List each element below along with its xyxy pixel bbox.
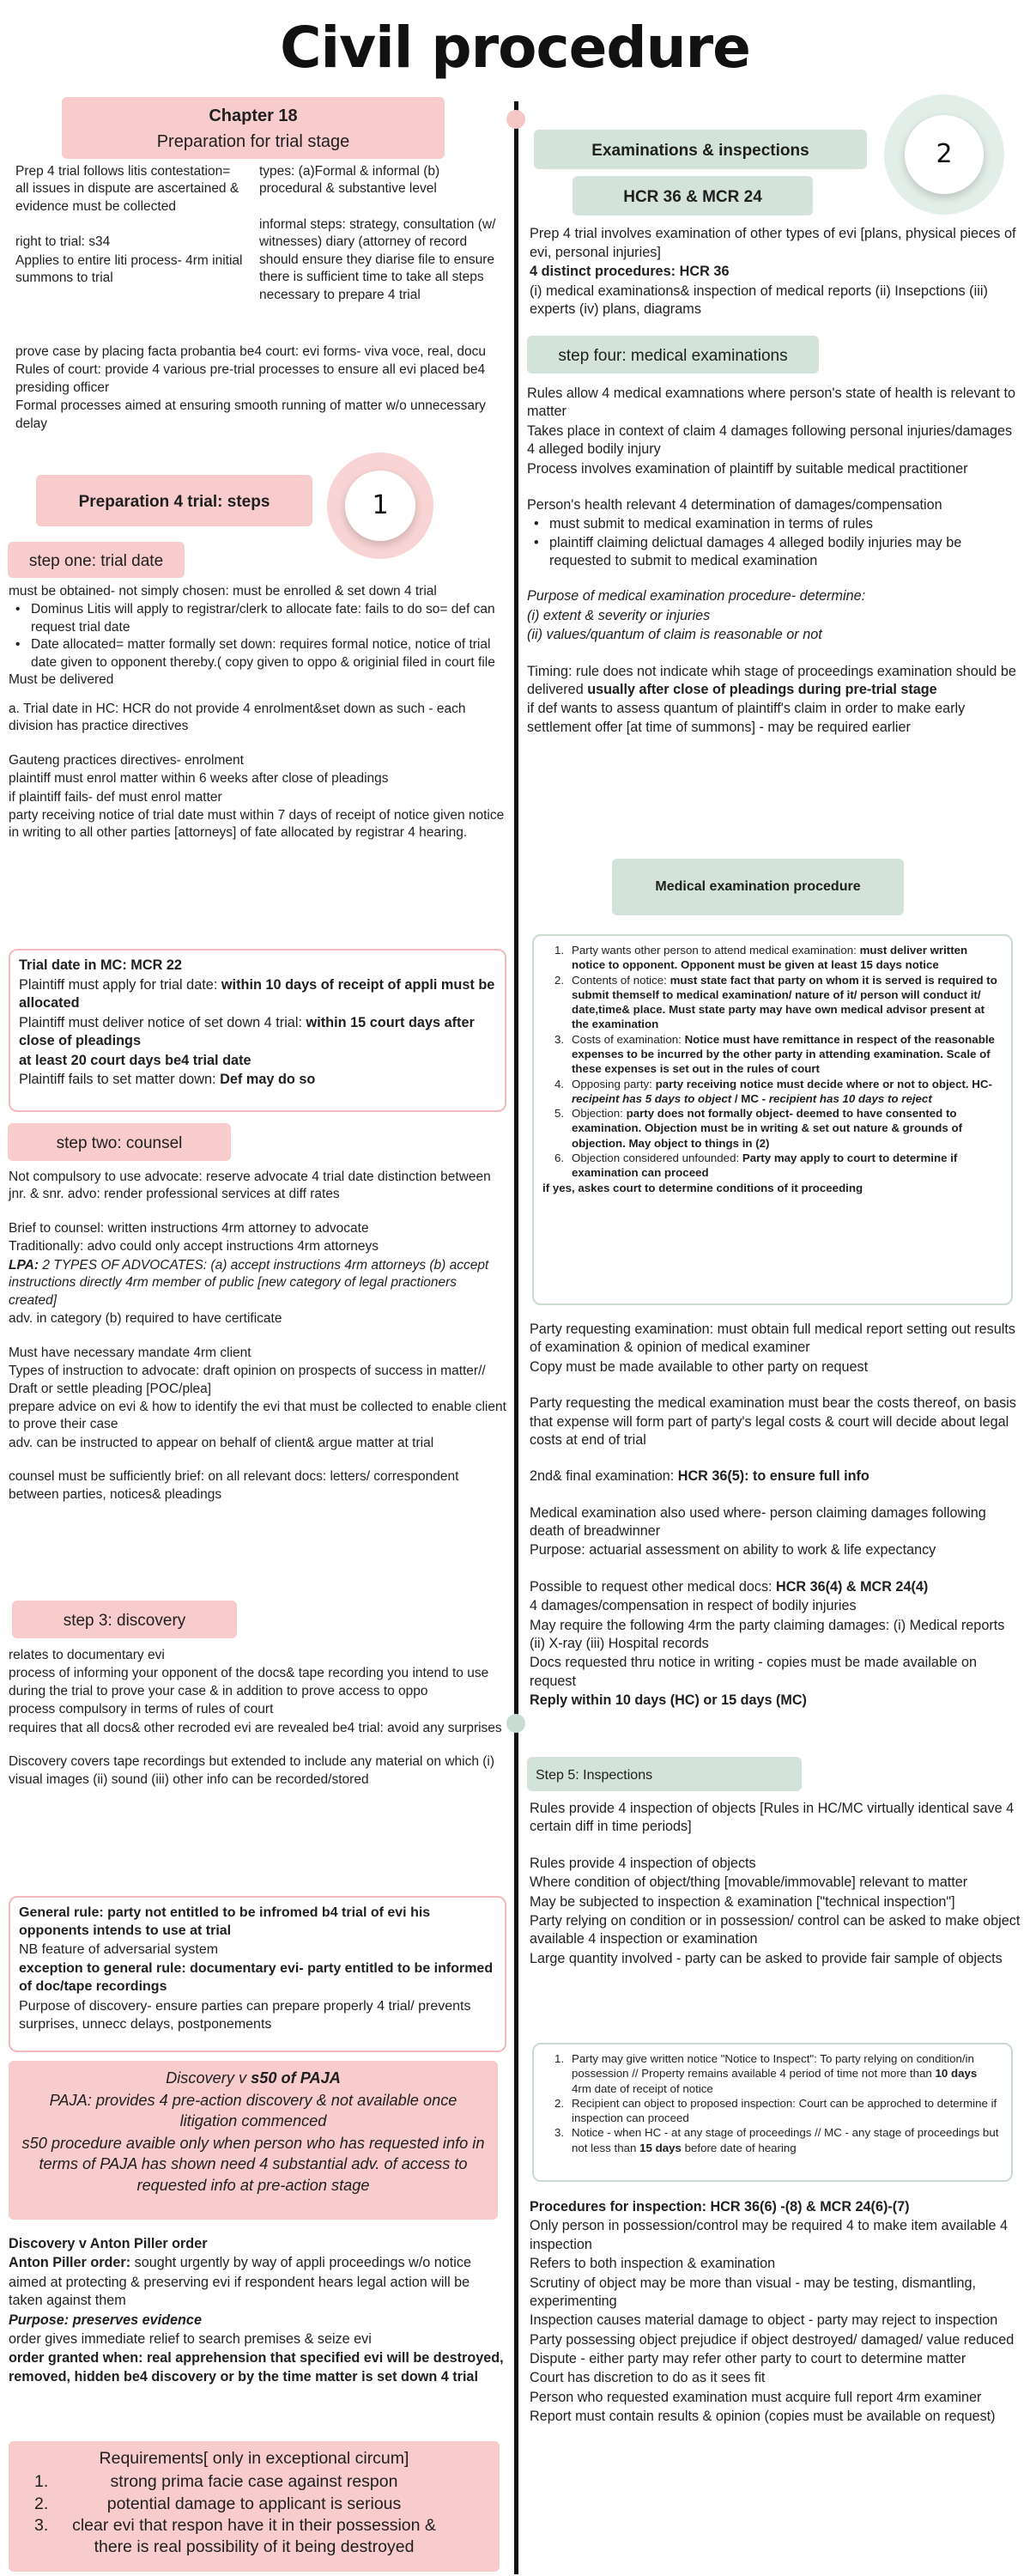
- general-line: General rule: party not entitled to be infromed b4 trial of evi his opponents intends to use at trial: [19, 1905, 431, 1939]
- intro-text: types: (a)Formal & informal (b) procedural & substantive level: [259, 164, 440, 197]
- step2-line: prepare advice on evi & how to identify the evi that must be collected to enable client to prove their case: [9, 1399, 506, 1432]
- mc-line: at least 20 court days be4 trial date: [19, 1052, 251, 1068]
- mc-line: Plaintiff fails to set matter down: Def may do so: [19, 1072, 316, 1087]
- procedure-footer: if yes, askes court to determine conditions of it proceeding: [542, 1181, 863, 1194]
- proc-insp-line: Report must contain results & opinion (copies must be available on request): [530, 2409, 996, 2425]
- proc-insp-line: Party possessing object prejudice if object destroyed/ damaged/ value reduced: [530, 2331, 1015, 2348]
- step2-content: [9, 1169, 506, 1504]
- paja-line: s50 procedure avaible only when person who has requested info in terms of PAJA has shown need 4 substantial adv. of access to requested info at pre-action stage: [21, 2134, 485, 2194]
- step1-hc: a. Trial date in HC: HCR do not provide 4 enrolment&set down as such - each division has practice directives: [9, 701, 466, 734]
- step2-label: step two: counsel: [8, 1123, 231, 1161]
- requirements-box: [9, 2441, 500, 2572]
- step2-p1: Not compulsory to use advocate: reserve advocate 4 trial date distinction between jnr. & snr. advo: render professional services at diff rates: [9, 1170, 491, 1202]
- insp-line: Rules provide 4 inspection of objects [Rules in HC/MC virtually identical save 4 certain diff in time periods]: [530, 1801, 1015, 1835]
- step2-line: Types of instruction to advocate: draft opinion on prospects of success in matter// Draft or settle pleading [POC/plea]: [9, 1364, 486, 1396]
- procedure-item: 6. Objection considered unfounded: Party may apply to court to determine if examination can proceed: [554, 1151, 958, 1180]
- step1-label: step one: trial date: [8, 542, 185, 578]
- step2-line: Must have necessary mandate 4rm client: [9, 1345, 251, 1360]
- purpose-line: (ii) values/quantum of claim is reasonable or not: [527, 627, 822, 643]
- inspection-box: [532, 2043, 1013, 2182]
- rule-heading: HCR 36 & MCR 24: [573, 176, 813, 216]
- gauteng-line: Gauteng practices directives- enrolment: [9, 752, 244, 768]
- bullet-item: • Date allocated= matter formally set down: requires formal notice, notice of trial date given to opponent thereby.( copy given to oppo & originial filed in court file: [9, 636, 505, 671]
- procedure-item: 5. Objection: party does not formally object- deemed to have consented to examination. Objection must be in writing & set out nature & grounds of objection. May object to things in (2): [554, 1107, 963, 1150]
- exam-badge: [884, 94, 1004, 215]
- chapter-box: [62, 97, 445, 159]
- step3-line: process of informing your opponent of the docs& tape recording you intend to use during the trial to prove your case & in addition to prove access to oppo: [9, 1666, 489, 1698]
- step2-line: counsel must be sufficiently brief: on all relevant docs: letters/ correspondent between parties, notices& pleadings: [9, 1469, 459, 1502]
- mc-line: Plaintiff must deliver notice of set down 4 trial: within 15 court days after close of pleadings: [19, 1014, 475, 1048]
- procedure-list: [542, 943, 999, 1181]
- badge-number: 1: [345, 471, 415, 541]
- requirements-heading: Requirements[ only in exceptional circum]: [99, 2449, 409, 2468]
- health-intro: Person's health relevant 4 determination of damages/compensation: [527, 496, 942, 513]
- exam-intro-line: 4 distinct procedures: HCR 36: [530, 264, 730, 279]
- intro-text: Applies to entire liti process- 4rm initial summons to trial: [15, 252, 243, 286]
- intro-text: informal steps: strategy, consultation (w/ witnesses) diary (attorney of record should ensure they diarise file to ensure there is sufficient time to take all steps necessary to prepare 4 trial: [259, 216, 496, 302]
- anton-heading: Discovery v Anton Piller order: [9, 2236, 208, 2251]
- inspection-item: 3. Notice - when HC - at any stage of proceedings // MC - any stage of proceedings but not less than 15 days before date of hearing: [554, 2126, 999, 2154]
- intro-text: right to trial: s34: [15, 234, 111, 250]
- step1-content: [9, 583, 505, 843]
- mc-box: [9, 949, 506, 1112]
- intro-column-b: [259, 163, 501, 305]
- procedure-item: 1. Party wants other person to attend medical examination: must deliver written notice to opponent. Opponent must be given at least 15 days notice: [554, 944, 968, 972]
- other-docs-line: May require the following 4rm the party claiming damages: (i) Medical reports (ii) X-ray (iii) Hospital records: [530, 1617, 1005, 1651]
- anton-piller: [9, 2235, 506, 2387]
- intro-text: Prep 4 trial follows litis contestation= all issues in dispute are ascertained & evidence must be collected: [15, 164, 239, 214]
- requirement-item: 2. potential damage to applicant is serious: [34, 2494, 402, 2513]
- other-docs-line: 4 damages/compensation in respect of bodily injuries: [530, 1598, 857, 1614]
- exam-heading: Examinations & inspections: [534, 130, 867, 169]
- insp-line: Party relying on condition or in possession/ control can be asked to make object available 4 inspection or examination: [530, 1912, 1021, 1947]
- step2-line: adv. can be instructed to appear on behalf of client& argue matter at trial: [9, 1435, 434, 1450]
- inspection-procedures: [530, 2198, 1021, 2427]
- intro-column-a: [15, 163, 247, 289]
- after-line: Party requesting the medical examination must bear the costs thereof, on basis that expense will form part of party's legal costs & court will decide about legal costs at end of trial: [530, 1395, 1016, 1448]
- steps-badge: [327, 453, 433, 559]
- timing-line: if def wants to assess quantum of plaintiff's claim in order to make early settlement offer [at time of summons] - may be required earlier: [527, 701, 966, 735]
- step3-line: process compulsory in terms of rules of court: [9, 1702, 274, 1717]
- anton-line: order gives immediate relief to search premises & seize evi: [9, 2330, 372, 2347]
- intro-lines: [15, 343, 505, 434]
- column-divider: [514, 101, 518, 2574]
- exam-intro: [530, 225, 1019, 320]
- step4-content: [527, 385, 1021, 738]
- paja-heading: Discovery v s50 of PAJA: [166, 2069, 341, 2087]
- other-docs: Possible to request other medical docs: HCR 36(4) & MCR 24(4): [530, 1578, 929, 1595]
- proc-insp-heading: Procedures for inspection: HCR 36(6) -(8) & MCR 24(6)-(7): [530, 2199, 910, 2215]
- anton-line: order granted when: real apprehension that specified evi will be destroyed, removed, hidden be4 discovery or by the time matter is set down 4 trial: [9, 2350, 504, 2385]
- after-procedure: [530, 1321, 1021, 1710]
- divider-dot-middle: [506, 1714, 525, 1733]
- proc-insp-line: Dispute - either party may refer other party to court to determine matter: [530, 2351, 966, 2366]
- step4-label: step four: medical examinations: [527, 336, 819, 374]
- exam-intro-line: (i) medical examinations& inspection of medical reports (ii) Insepctions (iii) experts (iv) plans, diagrams: [530, 283, 988, 317]
- step3-line: relates to documentary evi: [9, 1648, 165, 1662]
- intro-line: prove case by placing facta probantia be4 court: evi forms- viva voce, real, docu: [15, 344, 486, 359]
- med-line: Rules allow 4 medical examnations where person's state of health is relevant to matter: [527, 386, 1016, 420]
- intro-line: Rules of court: provide 4 various pre-trial processes to ensure all evi placed be4 presiding officer: [15, 362, 486, 395]
- proc-insp-line: Inspection causes material damage to object - party may reject to inspection: [530, 2312, 998, 2329]
- anton-line: aimed at protecting & preserving evi if respondent hears legal action will be taken against them: [9, 2274, 470, 2309]
- med-line: Process involves examination of plaintiff by suitable medical practitioner: [527, 460, 968, 477]
- purpose2-line: Purpose: actuarial assessment on ability to work & life expectancy: [530, 1542, 936, 1558]
- proc-insp-line: Scrutiny of object may be more than visual - may be testing, dismantling, experimenting: [530, 2275, 977, 2309]
- purpose-line: (i) extent & severity or injuries: [527, 607, 711, 623]
- inspection-item: 2. Recipient can object to proposed inspection: Court can be approched to determine if inspection can proceed: [554, 2096, 997, 2125]
- requirement-item: 3. clear evi that respon have it in their possession & there is real possibility of it being destroyed: [34, 2516, 436, 2557]
- general-line: exception to general rule: documentary evi- party entitled to be informed of doc/tape recordings: [19, 1961, 494, 1995]
- inspection-content: [530, 1800, 1021, 1969]
- step1-bullets: [9, 601, 505, 671]
- after-line: Party requesting examination: must obtain full medical report setting out results of examination & opinion of medical examiner: [530, 1321, 1015, 1356]
- reply-line: Reply within 10 days (HC) or 15 days (MC): [530, 1692, 807, 1708]
- anton-line: Anton Piller order: sought urgently by way of appli proceedings w/o notice: [9, 2255, 471, 2271]
- step3-label: step 3: discovery: [12, 1601, 237, 1638]
- gauteng-line: if plaintiff fails- def must enrol matter: [9, 789, 222, 805]
- other-docs-line: Docs requested thru notice in writing - copies must be made available on request: [530, 1655, 977, 1689]
- procedure-heading: Medical examination procedure: [612, 859, 904, 915]
- second-exam: 2nd& final examination: HCR 36(5): to ensure full info: [530, 1468, 869, 1485]
- inspection-list: [542, 2051, 999, 2155]
- step2-line: Brief to counsel: written instructions 4rm attorney to advocate: [9, 1220, 369, 1236]
- med-line: Takes place in context of claim 4 damages following personal injuries/damages 4 alleged bodily injury: [527, 422, 1013, 458]
- insp-line: May be subjected to inspection & examination ["technical inspection"]: [530, 1893, 955, 1910]
- paja-line: PAJA: provides 4 pre-action discovery & not available once litigation commenced: [49, 2091, 457, 2130]
- timing: Timing: rule does not indicate whih stage of proceedings examination should be delivered usually after close of pleadings during pre-trial stage: [527, 663, 1016, 697]
- procedure-item: 4. Opposing party: party receiving notice must decide where or not to object. HC- recipeint has 5 days to object / MC - recipient has 10 days to reject: [554, 1077, 992, 1105]
- step1-after: Must be delivered: [9, 672, 114, 688]
- step1-intro: must be obtained- not simply chosen: must be enrolled & set down 4 trial: [9, 584, 437, 598]
- bullet-item: • Dominus Litis will apply to registrar/clerk to allocate fate: fails to do so= def can request trial date: [9, 601, 505, 636]
- proc-insp-line: Court has discretion to do as it sees fit: [530, 2370, 766, 2386]
- page-title: Civil procedure: [280, 15, 750, 81]
- step2-lpa: LPA: 2 TYPES OF ADVOCATES: (a) accept instructions 4rm attorneys (b) accept instructions directly 4rm member of public [new category of legal practioners created]: [9, 1257, 489, 1308]
- purpose-line: Purpose of medical examination procedure- determine:: [527, 588, 866, 605]
- inspection-item: 1. Party may give written notice "Notice to Inspect": To party relying on condition/in possession // Property remains available 4 period of time not more than 10 days 4rm date of receipt of notice: [554, 2052, 978, 2095]
- step3-p2: Discovery covers tape recordings but extended to include any material on which (i) visual images (ii) sound (iii) other info can be recorded/stored: [9, 1754, 495, 1787]
- chapter-subheading: Preparation for trial stage: [156, 132, 350, 152]
- badge-number: 2: [905, 115, 984, 194]
- step2-line: adv. in category (b) required to have certificate: [9, 1311, 282, 1327]
- step2-line: Traditionally: advo could only accept instructions 4rm attorneys: [9, 1239, 379, 1255]
- procedure-item: 3. Costs of examination: Notice must have remittance in respect of the reasonable expenses to be incurred by the other party in attending examination. Scale of these expenses is set out in the rules of court: [554, 1032, 995, 1076]
- intro-line: Formal processes aimed at ensuring smooth running of matter w/o unnecessary delay: [15, 398, 486, 431]
- gauteng-line: party receiving notice of trial date must within 7 days of receipt of notice given notice in writing to all other parties [attorneys] of fate allocated by registrar 4 hearing.: [9, 807, 505, 841]
- anton-line: Purpose: preserves evidence: [9, 2312, 202, 2328]
- step5-label: Step 5: Inspections: [527, 1757, 802, 1791]
- proc-insp-line: Refers to both inspection & examination: [530, 2256, 776, 2272]
- insp-line: Large quantity involved - party can be asked to provide fair sample of objects: [530, 1950, 1003, 1966]
- purpose2-line: Medical examination also used where- person claiming damages following death of breadwinner: [530, 1504, 986, 1539]
- steps-heading: Preparation 4 trial: steps: [36, 475, 312, 526]
- bullet-item: • must submit to medical examination in terms of rules: [527, 515, 1021, 533]
- requirements-list: [19, 2471, 489, 2558]
- procedure-box: [532, 934, 1013, 1305]
- chapter-heading: Chapter 18: [209, 106, 298, 125]
- mc-line: Plaintiff must apply for trial date: within 10 days of receipt of appli must be allocated: [19, 976, 495, 1011]
- paja-box: [9, 2061, 498, 2220]
- procedure-item: 2. Contents of notice: must state fact that party on whom it is served is required to submit themself to medical examination/ nature of it/ person will conduct it/ date,time& place. Must state party may have own medical advisor present at the examination: [554, 973, 997, 1031]
- insp-line: Rules provide 4 inspection of objects: [530, 1855, 756, 1871]
- mc-heading: Trial date in MC: MCR 22: [19, 957, 182, 973]
- requirement-item: 1. strong prima facie case against respon: [34, 2472, 398, 2492]
- divider-dot-top: [506, 110, 525, 129]
- general-line: NB feature of adversarial system: [19, 1942, 219, 1958]
- proc-insp-line: Person who requested examination must acquire full report 4rm examiner: [530, 2389, 982, 2405]
- after-line: Copy must be made available to other party on request: [530, 1358, 869, 1375]
- insp-line: Where condition of object/thing [movable/immovable] relevant to matter: [530, 1874, 968, 1891]
- proc-insp-line: Only person in possession/control may be required 4 to make item available 4 inspection: [530, 2218, 1008, 2252]
- step3-content: [9, 1647, 506, 1789]
- health-bullets: [527, 515, 1021, 570]
- step3-line: requires that all docs& other recroded evi are revealed be4 trial: avoid any surprises: [9, 1720, 502, 1735]
- gauteng-line: plaintiff must enrol matter within 6 weeks after close of pleadings: [9, 771, 389, 787]
- general-line: Purpose of discovery- ensure parties can prepare properly 4 trial/ prevents surprises, unnecc delays, postponements: [19, 1998, 471, 2032]
- general-rule-box: [9, 1896, 506, 2052]
- bullet-item: • plaintiff claiming delictual damages 4 alleged bodily injuries may be requested to submit to medical examination: [527, 534, 1021, 571]
- exam-intro-line: Prep 4 trial involves examination of other types of evi [plans, physical pieces of evi, personal injuries]: [530, 226, 1016, 260]
